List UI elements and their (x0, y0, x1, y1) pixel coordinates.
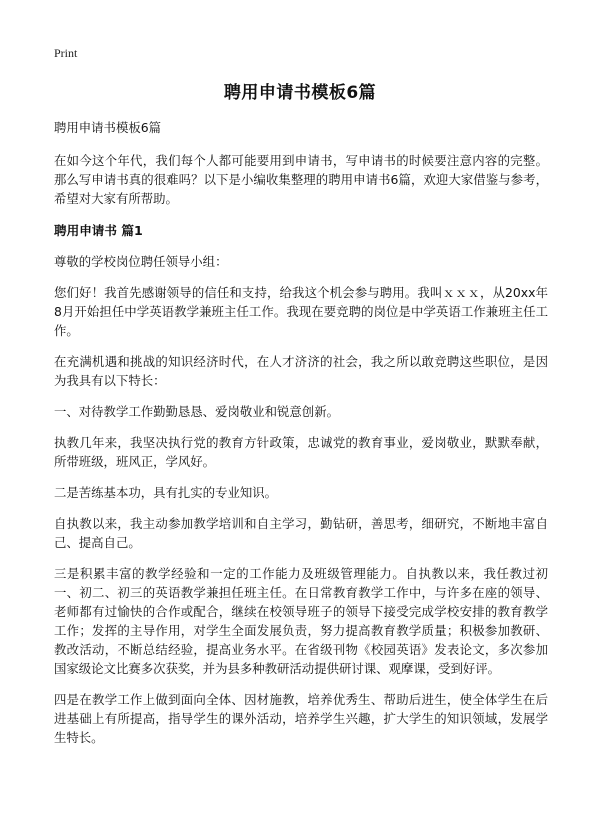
body-paragraph: 自执教以来，我主动参加教学培训和自主学习，勤钻研，善思考，细研究，不断地丰富自己、提高自己。 (54, 516, 548, 550)
body-paragraph: 四是在教学工作上做到面向全体、因材施教，培养优秀生、帮助后进生，使全体学生在后进基础上有所提高，指导学生的课外活动，培养学生兴趣，扩大学生的知识领域，发展学生特长。 (54, 692, 548, 745)
body-paragraph: 一、对待教学工作勤勤恳恳、爱岗敬业和锐意创新。 (54, 404, 339, 419)
intro-paragraph: 在如今这个年代，我们每个人都可能要用到申请书，写申请书的时候要注意内容的完整。那么写申请书真的很难吗？以下是小编收集整理的聘用申请书6篇，欢迎大家借鉴与参考，希望对大家有所帮助。 (54, 153, 548, 206)
document-subtitle: 聘用申请书模板6篇 (54, 120, 162, 135)
section-heading: 聘用申请书 篇1 (54, 223, 143, 238)
body-paragraph: 您们好！我首先感谢领导的信任和支持，给我这个机会参与聘用。我叫ｘｘｘ，从20xx年8月开始担任中学英语教学兼班主任工作。我现在要竞聘的岗位是中学英语工作兼班主任工作。 (54, 285, 548, 338)
body-paragraph: 三是积累丰富的教学经验和一定的工作能力及班级管理能力。自执教以来，我任教过初一、初二、初三的英语教学兼担任班主任。在日常教育教学工作中，与许多在座的领导、老师都有过愉快的合作或配合，继续在校领导班子的领导下接受完成学校安排的教育教学工作；发挥的主导作用，对学生全面发展负责，努力提高教育教学质量；积极参加教研、教改活动，不断总结经验，提高业务水平。在省级刊物《校园英语》发表论文，多次参加国家级论文比赛多次获奖，并为县多种教研活动提供研讨课、观摩课，受到好评。 (54, 566, 548, 676)
document-title: 聘用申请书模板6篇 (223, 83, 377, 103)
print-label[interactable]: Print (54, 46, 78, 60)
body-paragraph: 执教几年来，我坚决执行党的教育方针政策，忠诚党的教育事业，爱岗敬业，默默奉献，所带班级，班风正，学风好。 (54, 435, 548, 469)
document-body (54, 118, 548, 759)
body-paragraph: 在充满机遇和挑战的知识经济时代，在人才济济的社会，我之所以敢竞聘这些职位，是因为我具有以下特长： (54, 354, 548, 388)
body-paragraph: 二是苦练基本功，具有扎实的专业知识。 (54, 485, 278, 500)
body-paragraph: 尊敬的学校岗位聘任领导小组： (54, 254, 228, 269)
